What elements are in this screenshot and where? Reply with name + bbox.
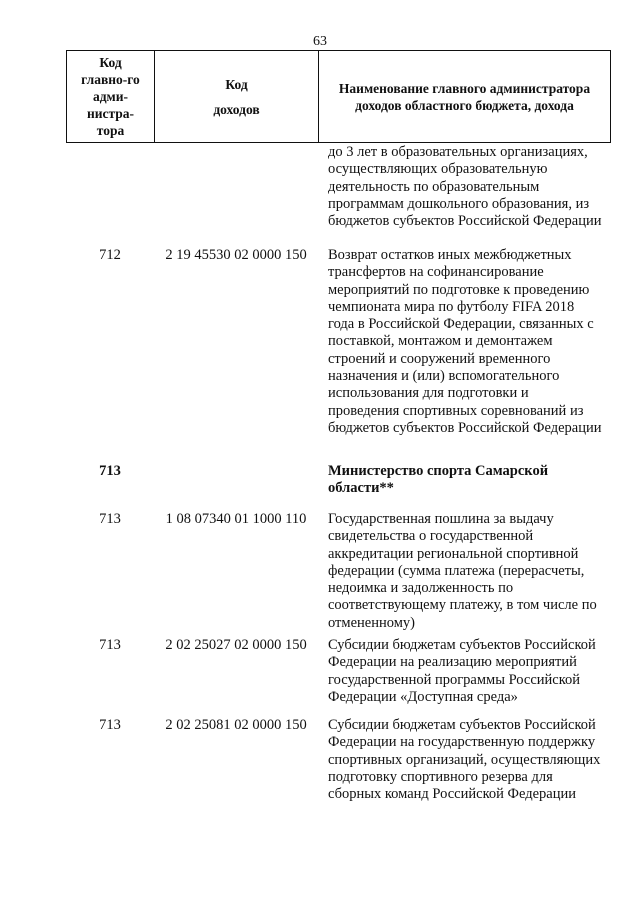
name-cell: Государственная пошлина за выдачу свидетельства о государственной аккредитации региональной спортивной федерации (сумма платежа (перерасчеты, недоимка и задолженность по соответствующему платежу, в том числе по отмененному) — [328, 511, 597, 631]
table-row — [66, 511, 611, 637]
header-admin-code-label: Код главно-го адми-нистра-тора — [81, 55, 140, 138]
income-code-cell: 2 19 45530 02 0000 150 — [165, 247, 307, 263]
income-code-cell: 1 08 07340 01 1000 110 — [165, 511, 307, 527]
table-row — [66, 637, 611, 717]
admin-code-cell: 713 — [99, 637, 121, 653]
header-income-code-line2: доходов — [213, 101, 260, 117]
header-name — [319, 51, 610, 142]
name-cell: Субсидии бюджетам субъектов Российской Федерации на реализацию мероприятий государственной программы Российской Федерации «Доступная среда» — [328, 637, 596, 705]
name-cell: Министерство спорта Самарской области** — [328, 463, 549, 497]
table-row-section — [66, 463, 611, 511]
income-code-cell — [154, 463, 318, 511]
header-admin-code — [67, 51, 155, 142]
income-code-cell: 2 02 25081 02 0000 150 — [165, 717, 307, 733]
header-income-code — [155, 51, 319, 142]
header-income-code-line1: Код — [225, 76, 248, 92]
admin-code-cell: 713 — [99, 463, 121, 479]
page-number: 63 — [313, 34, 327, 49]
table-body — [66, 144, 611, 827]
table-row — [66, 247, 611, 463]
income-code-cell — [154, 144, 318, 247]
admin-code-cell: 713 — [99, 511, 121, 527]
admin-code-cell — [66, 144, 154, 247]
admin-code-cell: 713 — [99, 717, 121, 733]
name-cell: Возврат остатков иных межбюджетных трансфертов на софинансирование мероприятий по подготовке к проведению чемпионата мира по футболу FIFA 2018 года в Российской Федерации, связанных с поставкой, монтажом и демонтажем строений и сооружений временного назначения и (или) вспомогательного использования для подготовки и проведения спортивных соревнований из бюджетов субъектов Российской Федерации — [328, 247, 602, 436]
table-header — [66, 50, 611, 143]
table-row — [66, 144, 611, 247]
table-row — [66, 717, 611, 827]
header-name-label: Наименование главного администратора доходов областного бюджета, дохода — [338, 80, 591, 113]
name-cell: Субсидии бюджетам субъектов Российской Федерации на государственную поддержку спортивных организаций, осуществляющих подготовку спортивного резерва для сборных команд Российской Федерации — [328, 717, 601, 803]
admin-code-cell: 712 — [99, 247, 121, 263]
name-cell: до 3 лет в образовательных организациях, осуществляющих образовательную деятельность по образовательным программам дошкольного образования, из бюджетов субъектов Российской Федерации — [328, 144, 602, 230]
income-code-cell: 2 02 25027 02 0000 150 — [165, 637, 307, 653]
